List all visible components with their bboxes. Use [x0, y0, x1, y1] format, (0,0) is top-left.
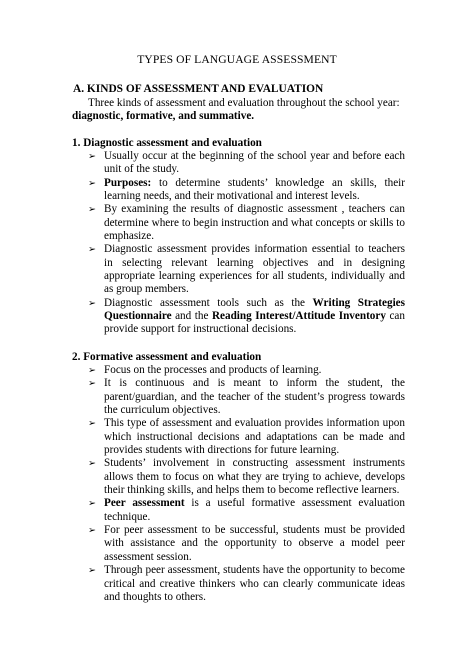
- arrow-bullet-icon: ➢: [88, 565, 96, 577]
- arrow-bullet-icon: ➢: [88, 365, 96, 376]
- list-item: ➢ Purposes: to determine students’ knowledge an skills, their learning needs, and their motivational and interest levels.: [88, 176, 405, 203]
- arrow-bullet-icon: ➢: [88, 418, 96, 430]
- list-item: ➢ It is continuous and is meant to inform the student, the parent/guardian, and the teacher of the student’s progress towards the curriculum objectives.: [88, 377, 405, 417]
- list-item: ➢ Diagnostic assessment provides information essential to teachers in selecting relevant learning objectives and in designing appropriate learning experiences for all students, individually and as group members.: [88, 243, 405, 296]
- list-item: ➢ Usually occur at the beginning of the school year and before each unit of the study.: [88, 150, 405, 176]
- arrow-bullet-icon: ➢: [88, 177, 96, 189]
- arrow-bullet-icon: ➢: [88, 151, 96, 162]
- section-a-heading: A. KINDS OF ASSESSMENT AND EVALUATION: [73, 83, 324, 95]
- list-item: ➢ For peer assessment to be successful, students must be provided with assistance and the opportunity to observe a model peer assessment session.: [88, 524, 405, 563]
- arrow-bullet-icon: ➢: [88, 525, 96, 537]
- list-item: ➢ Peer assessment is a useful formative assessment evaluation technique.: [88, 497, 405, 523]
- list-item: ➢ By examining the results of diagnostic assessment , teachers can determine where to begin instruction and what concepts or skills to emphasize.: [88, 203, 405, 243]
- arrow-bullet-icon: ➢: [88, 378, 96, 390]
- diagnostic-list: [88, 150, 405, 337]
- section-a: [73, 83, 413, 96]
- section-a-intro: [72, 97, 412, 124]
- document-title: TYPES OF LANGUAGE ASSESSMENT: [137, 53, 337, 66]
- intro-line-2: diagnostic, formative, and summative.: [72, 110, 255, 123]
- arrow-bullet-icon: ➢: [88, 297, 96, 309]
- list-item: ➢ Focus on the processes and products of learning.: [88, 364, 322, 376]
- formative-heading: 2. Formative assessment and evaluation: [72, 351, 262, 363]
- list-item: ➢ Through peer assessment, students have the opportunity to become critical and creative thinkers who can clearly communicate ideas and thoughts to others.: [88, 564, 405, 603]
- arrow-bullet-icon: ➢: [88, 498, 96, 510]
- diagnostic-heading: 1. Diagnostic assessment and evaluation: [72, 137, 262, 149]
- reading-interest-inventory: Reading Interest/Attitude Inventory: [211, 310, 386, 323]
- peer-assessment-label: Peer assessment: [104, 497, 185, 510]
- purposes-label: Purposes:: [104, 176, 152, 189]
- list-item: ➢ Diagnostic assessment tools such as the Writing Strategies Questionnaire and the Reading Interest/Attitude Inventory can provide support for instructional decisions.: [88, 296, 405, 336]
- writing-strategies-questionnaire: Writing Strategies Questionnaire: [104, 296, 405, 323]
- formative-list: [88, 364, 405, 604]
- intro-line-1: Three kinds of assessment and evaluation throughout the school year:: [88, 97, 400, 109]
- arrow-bullet-icon: ➢: [88, 204, 96, 216]
- arrow-bullet-icon: ➢: [88, 458, 96, 470]
- list-item: ➢ Students’ involvement in constructing assessment instruments allows them to focus on what they are trying to achieve, develops their thinking skills, and helps them to become reflective learners.: [88, 457, 405, 497]
- arrow-bullet-icon: ➢: [88, 244, 96, 256]
- list-item: ➢ This type of assessment and evaluation provides information upon which instructional decisions and adaptations can be made and provides students with directions for future learning.: [88, 417, 405, 457]
